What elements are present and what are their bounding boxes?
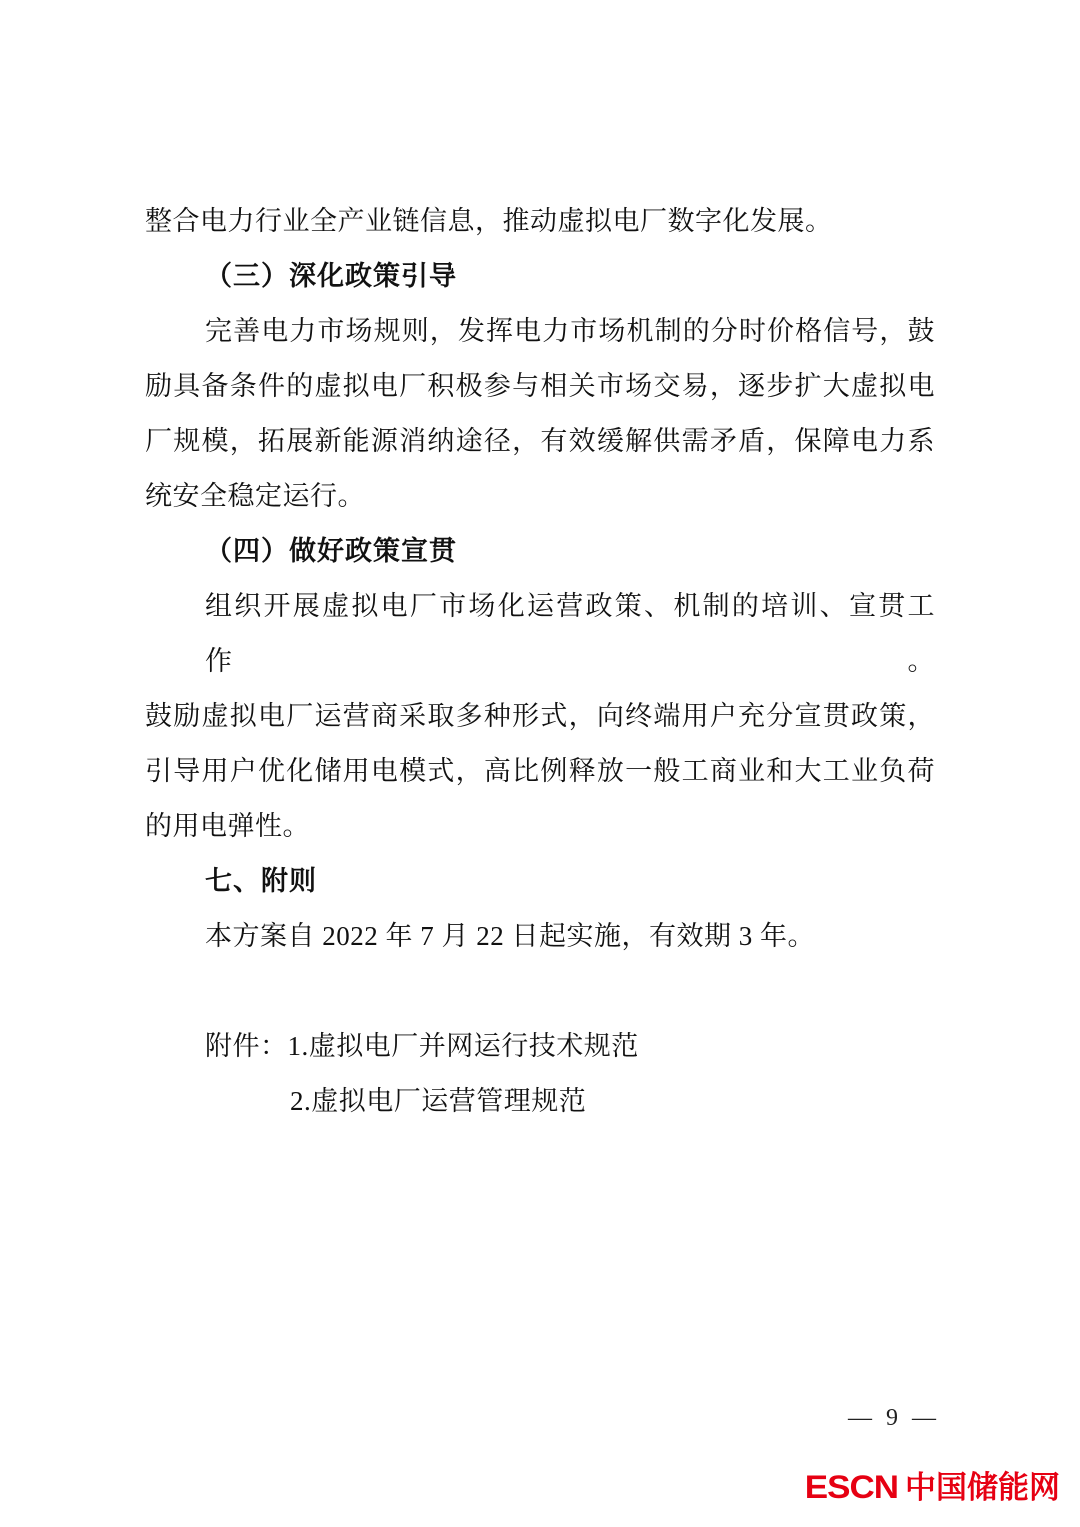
text-line: 鼓励虚拟电厂运营商采取多种形式，向终端用户充分宣贯政策， bbox=[145, 701, 935, 731]
text-line: 整合电力行业全产业链信息，推动虚拟电厂数字化发展。 bbox=[145, 206, 833, 236]
text-line: 统安全稳定运行。 bbox=[145, 481, 365, 511]
section-heading: 七、附则 bbox=[205, 866, 317, 896]
escn-logo-latin-text: ESCN bbox=[804, 1469, 898, 1506]
page-number: — 9 — bbox=[848, 1405, 940, 1431]
text-line: 附件：1.虚拟电厂并网运行技术规范 bbox=[205, 1031, 639, 1061]
text-line: 的用电弹性。 bbox=[145, 811, 310, 841]
text-line: 引导用户优化储用电模式，高比例释放一般工商业和大工业负荷 bbox=[145, 756, 935, 786]
text-line: 组织开展虚拟电厂市场化运营政策、机制的培训、宣贯工作。 bbox=[205, 591, 935, 676]
text-line: 完善电力市场规则，发挥电力市场机制的分时价格信号，鼓 bbox=[205, 316, 935, 346]
text-line: 励具备条件的虚拟电厂积极参与相关市场交易，逐步扩大虚拟电 bbox=[145, 371, 935, 401]
text-line: 2.虚拟电厂运营管理规范 bbox=[290, 1086, 587, 1116]
section-heading: （三）深化政策引导 bbox=[205, 261, 457, 291]
document-body bbox=[145, 194, 935, 1129]
text-line: 本方案自 2022 年 7 月 22 日起实施，有效期 3 年。 bbox=[205, 921, 815, 951]
section-heading: （四）做好政策宣贯 bbox=[205, 536, 457, 566]
escn-logo bbox=[805, 1470, 1060, 1505]
text-line: 厂规模，拓展新能源消纳途径，有效缓解供需矛盾，保障电力系 bbox=[145, 426, 935, 456]
blank-line bbox=[145, 964, 935, 1019]
escn-logo-chinese-text: 中国储能网 bbox=[905, 1470, 1060, 1505]
